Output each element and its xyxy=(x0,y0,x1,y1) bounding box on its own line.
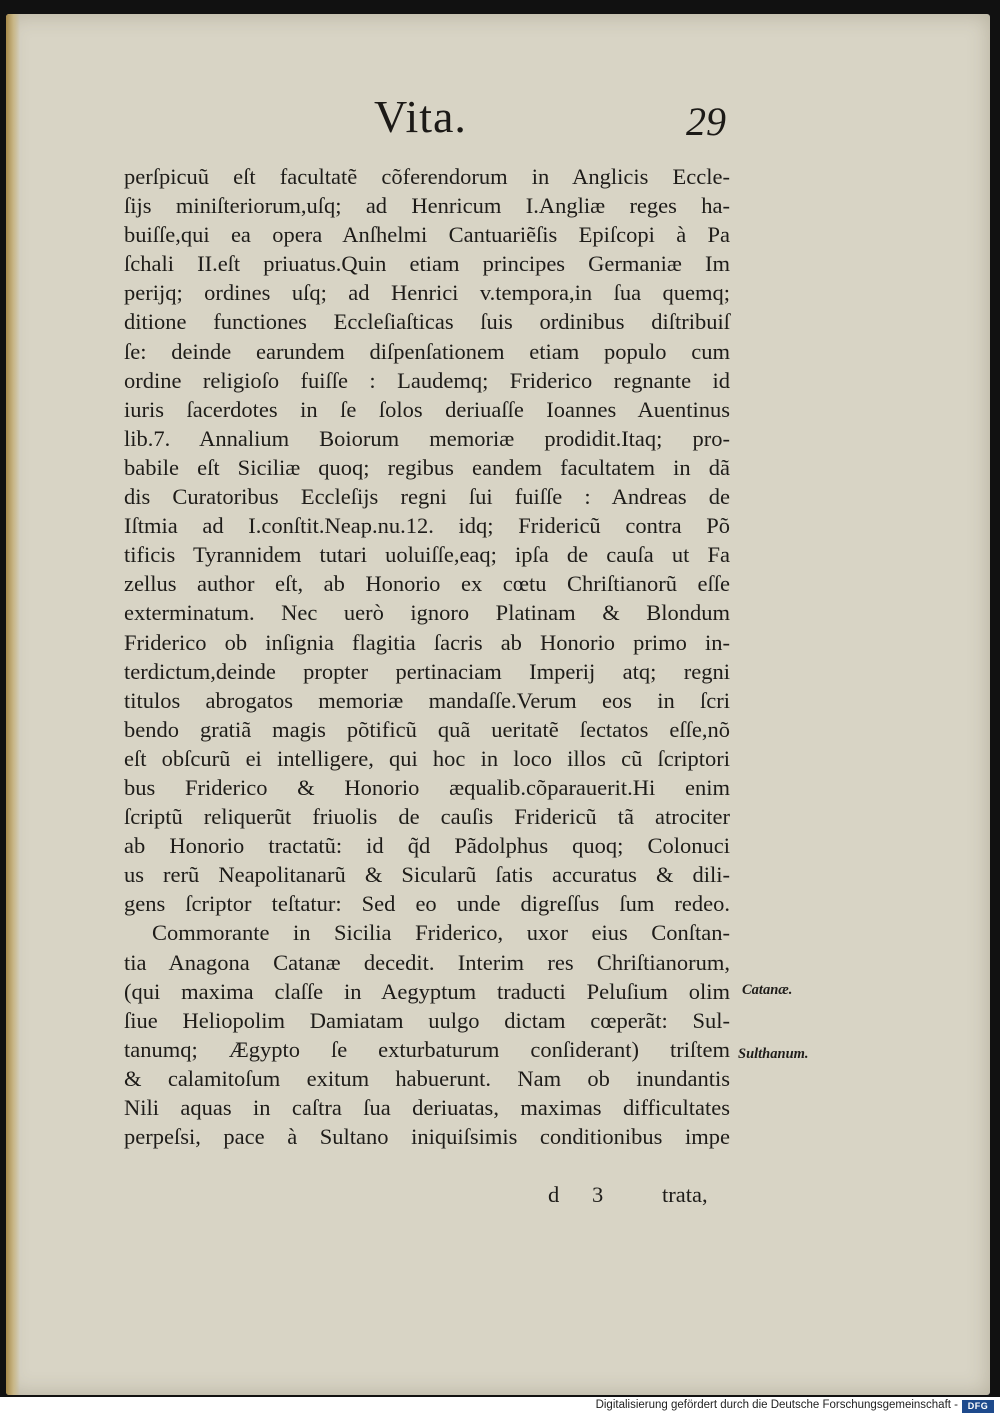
text-line: dis Curatoribus Eccleſijs regni ſui fuiſſe : Andreas de xyxy=(124,484,730,510)
text-line: ſe: deinde earundem diſpenſationem etiam populo cum xyxy=(124,338,730,364)
text-line: ſcriptũ reliquerũt friuolis de cauſis Fridericũ tã atrociter xyxy=(124,804,730,830)
text-line: Iſtmia ad I.conſtit.Neap.nu.12. idq; Fridericũ contra Põ xyxy=(124,513,730,539)
text-line: gens ſcriptor teſtatur: Sed eo unde digreſſus ſum redeo. xyxy=(124,891,730,917)
dfg-logo: DFG xyxy=(962,1400,994,1413)
text-line: perijq; ordines uſq; ad Henrici v.tempora,in ſua quemq; xyxy=(124,280,730,306)
text-line: ſijs miniſteriorum,uſq; ad Henricum I.Angliæ reges ha- xyxy=(124,193,730,219)
text-line: exterminatum. Nec uerò ignoro Platinam & Blondum xyxy=(124,600,730,626)
body-text xyxy=(124,162,730,1151)
text-line: terdictum,deinde propter pertinaciam Imperij atq; regni xyxy=(124,658,730,684)
text-line: & calamitoſum exitum habuerunt. Nam ob inundantis xyxy=(124,1065,730,1091)
margin-note: Catanæ. xyxy=(742,982,793,998)
catchword: trata, xyxy=(662,1182,708,1207)
page-number: 29 xyxy=(686,99,726,144)
text-line: tanumq; Ægypto ſe exturbaturum conſiderant) triſtem xyxy=(124,1036,730,1062)
text-line: buiſſe,qui ea opera Anſhelmi Cantuariẽſis Epiſcopi à Pa xyxy=(124,222,730,248)
text-line: (qui maxima claſſe in Aegyptum traducti Peluſium olim xyxy=(124,978,730,1004)
text-line: tia Anagona Catanæ decedit. Interim res Chriſtianorum, xyxy=(124,949,730,975)
text-line: ab Honorio tractatũ: id q̃d Pãdolphus quoq; Colonuci xyxy=(124,833,730,859)
margin-note: Sulthanum. xyxy=(738,1046,809,1062)
text-line-paragraph-start: Commorante in Sicilia Friderico, uxor eius Conſtan- xyxy=(152,920,730,946)
text-line: bendo gratiã magis põtificũ quã ueritatẽ ſectatos eſſe,nõ xyxy=(124,716,730,742)
text-line: titulos abrogatos memoriæ mandaſſe.Verum eos in ſcri xyxy=(124,687,730,713)
text-line: perpeſsi, pace à Sultano iniquiſsimis conditionibus impe xyxy=(124,1124,730,1150)
text-line: us rerũ Neapolitanarũ & Sicularũ ſatis accuratus & dili- xyxy=(124,862,730,888)
text-line: Nili aquas in caſtra ſua deriuatas, maximas difficultates xyxy=(124,1095,730,1120)
page-edge xyxy=(6,14,20,1395)
text-line: ſiue Heliopolim Damiatam uulgo dictam cœperãt: Sul- xyxy=(124,1007,730,1033)
text-line: zellus author eſt, ab Honorio ex cœtu Chriſtianorũ eſſe xyxy=(124,571,730,597)
signature-letter: d xyxy=(548,1182,560,1207)
text-line: bus Friderico & Honorio æqualib.cõparauerit.Hi enim xyxy=(124,774,730,800)
text-line: babile eſt Siciliæ quoq; regibus eandem facultatem in dã xyxy=(124,454,730,480)
footer-credit: Digitalisierung gefördert durch die Deutsche Forschungsgemeinschaft - xyxy=(595,1399,958,1411)
footer-bar xyxy=(0,1397,1000,1417)
text-line: iuris ſacerdotes in ſe ſolos deriuaſſe Ioannes Auentinus xyxy=(124,396,730,422)
signature-line xyxy=(548,1182,728,1214)
text-line: perſpicuũ eſt facultatẽ cõferendorum in Anglicis Eccle- xyxy=(124,164,730,189)
signature-number: 3 xyxy=(592,1182,604,1207)
text-line: ditione functiones Eccleſiaſticas ſuis ordinibus diſtribuiſ xyxy=(124,309,730,335)
text-line: eſt obſcurũ ei intelligere, qui hoc in loco illos cũ ſcriptori xyxy=(124,745,730,771)
text-line: ſchali II.eſt priuatus.Quin etiam principes Germaniæ Im xyxy=(124,251,730,277)
running-head: Vita. xyxy=(374,91,467,142)
text-line: ordine religioſo fuiſſe : Laudemq; Friderico regnante id xyxy=(124,367,730,393)
text-line: tificis Tyrannidem tutari uoluiſſe,eaq; ipſa de cauſa ut Fa xyxy=(124,542,730,568)
text-line: lib.7. Annalium Boiorum memoriæ prodidit.Itaq; pro- xyxy=(124,425,730,451)
text-line: Friderico ob inſignia flagitia ſacris ab Honorio primo in- xyxy=(124,629,730,655)
